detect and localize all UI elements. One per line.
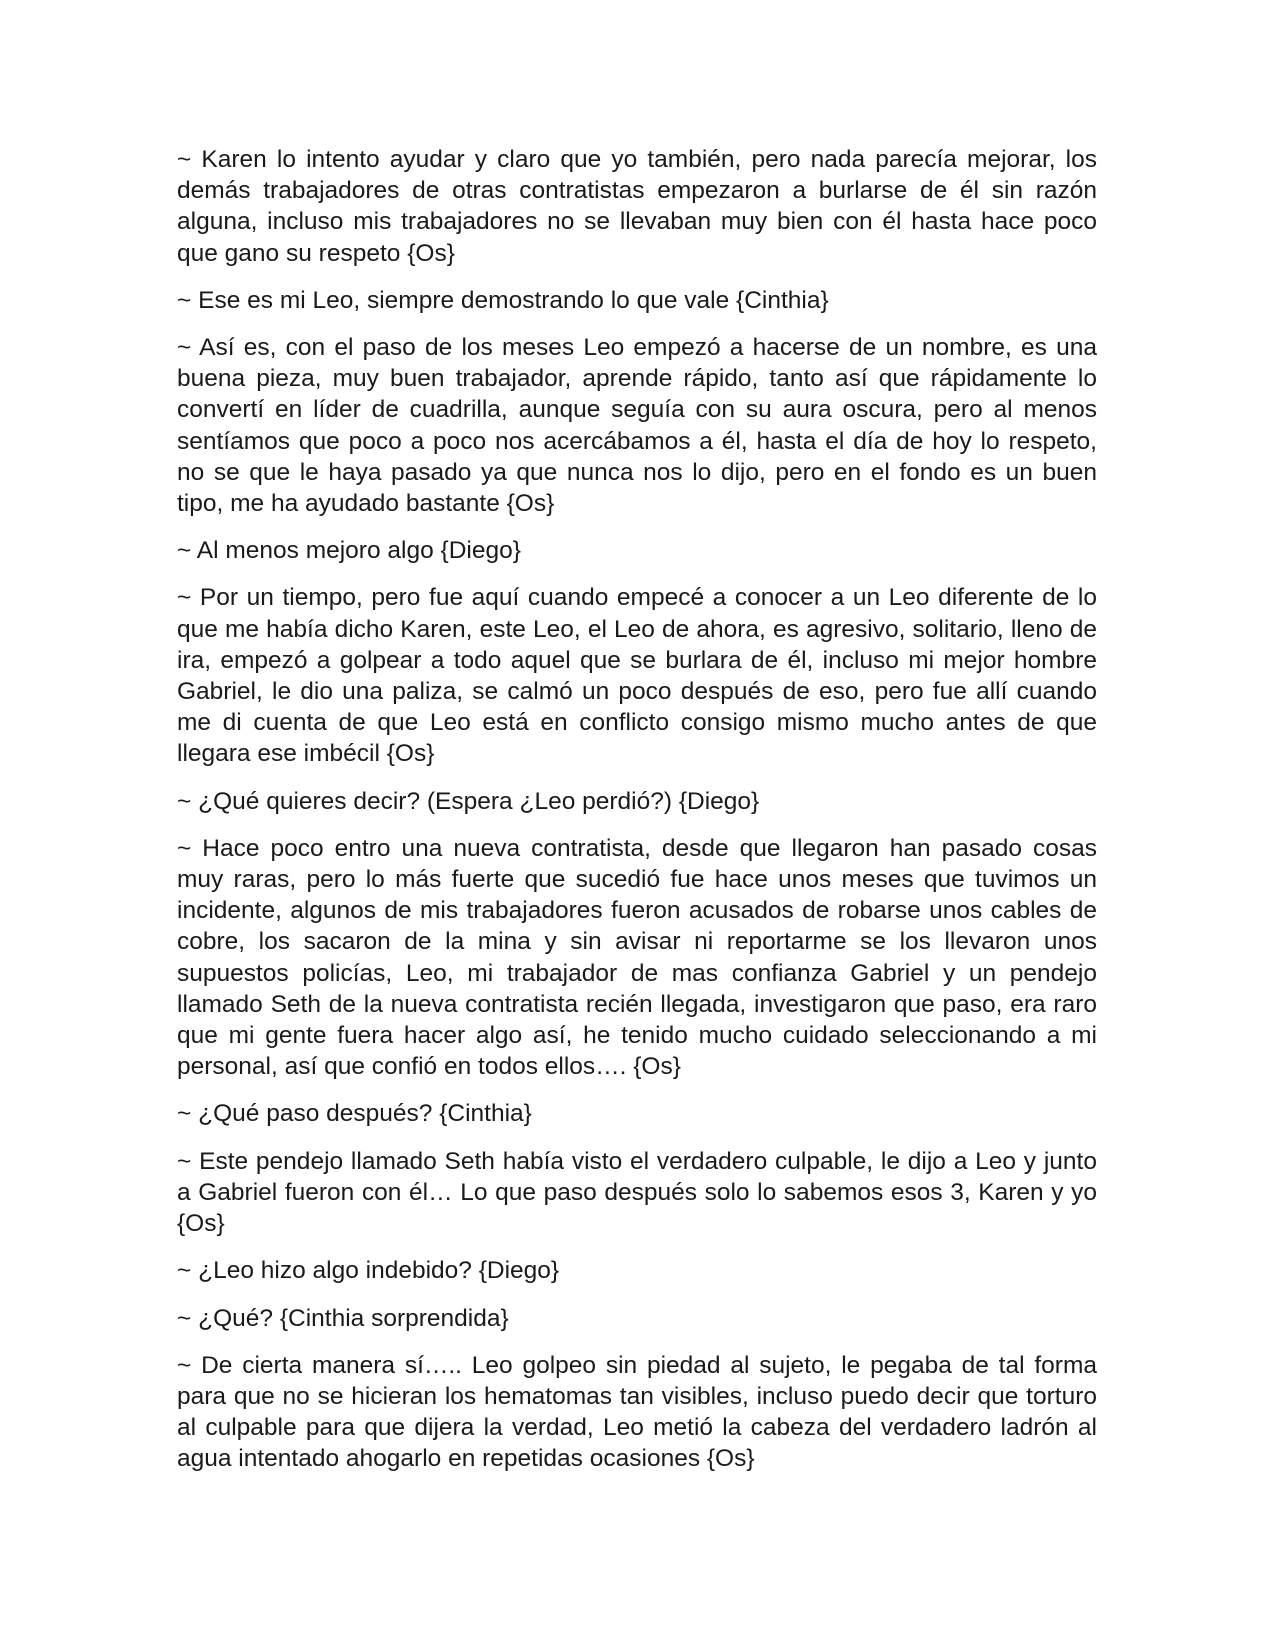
paragraph: ~ ¿Qué? {Cinthia sorprendida} [177,1304,509,1332]
paragraph: ~ Ese es mi Leo, siempre demostrando lo que vale {Cinthia} [177,286,829,314]
paragraph: ~ Karen lo intento ayudar y claro que yo también, pero nada parecía mejorar, los demás trabajadores de otras contratistas empezaron a burlarse de él sin razón alguna, incluso mis trabajadores no se llevaban muy bien con él hasta hace poco que gano su respeto {Os} [177,146,1097,267]
paragraph: ~ De cierta manera sí….. Leo golpeo sin piedad al sujeto, le pegaba de tal forma para que no se hicieran los hematomas tan visibles, incluso puedo decir que torturo al culpable para que dijera la verdad, Leo metió la cabeza del verdadero ladrón al agua intentado ahogarlo en repetidas ocasiones {Os} [177,1351,1097,1473]
document-body [177,144,1097,1491]
paragraph: ~ ¿Qué paso después? {Cinthia} [177,1100,532,1128]
paragraph: ~ Al menos mejoro algo {Diego} [177,537,521,565]
paragraph: ~ ¿Qué quieres decir? (Espera ¿Leo perdió?) {Diego} [177,787,760,815]
paragraph: ~ ¿Leo hizo algo indebido? {Diego} [177,1257,560,1285]
paragraph: ~ Hace poco entro una nueva contratista, desde que llegaron han pasado cosas muy raras, pero lo más fuerte que sucedió fue hace unos meses que tuvimos un incidente, algunos de mis trabajadores fueron acusados de robarse unos cables de cobre, los sacaron de la mina y sin avisar ni reportarme se los llevaron unos supuestos policías, Leo, mi trabajador de mas confianza Gabriel y un pendejo llamado Seth de la nueva contratista recién llegada, investigaron que paso, era raro que mi gente fuera hacer algo así, he tenido mucho cuidado seleccionando a mi personal, así que confió en todos ellos…. {Os} [177,834,1097,1081]
paragraph: ~ Así es, con el paso de los meses Leo empezó a hacerse de un nombre, es una buena pieza, muy buen trabajador, aprende rápido, tanto así que rápidamente lo convertí en líder de cuadrilla, aunque seguía con su aura oscura, pero al menos sentíamos que poco a poco nos acercábamos a él, hasta el día de hoy lo respeto, no se que le haya pasado ya que nunca nos lo dijo, pero en el fondo es un buen tipo, me ha ayudado bastante {Os} [177,334,1097,518]
paragraph: ~ Por un tiempo, pero fue aquí cuando empecé a conocer a un Leo diferente de lo que me había dicho Karen, este Leo, el Leo de ahora, es agresivo, solitario, lleno de ira, empezó a golpear a todo aquel que se burlara de él, incluso mi mejor hombre Gabriel, le dio una paliza, se calmó un poco después de eso, pero fue allí cuando me di cuenta de que Leo está en conflicto consigo mismo mucho antes de que llegara ese imbécil {Os} [177,584,1097,768]
paragraph: ~ Este pendejo llamado Seth había visto el verdadero culpable, le dijo a Leo y junto a Gabriel fueron con él… Lo que paso después solo lo sabemos esos 3, Karen y yo {Os} [177,1147,1097,1238]
